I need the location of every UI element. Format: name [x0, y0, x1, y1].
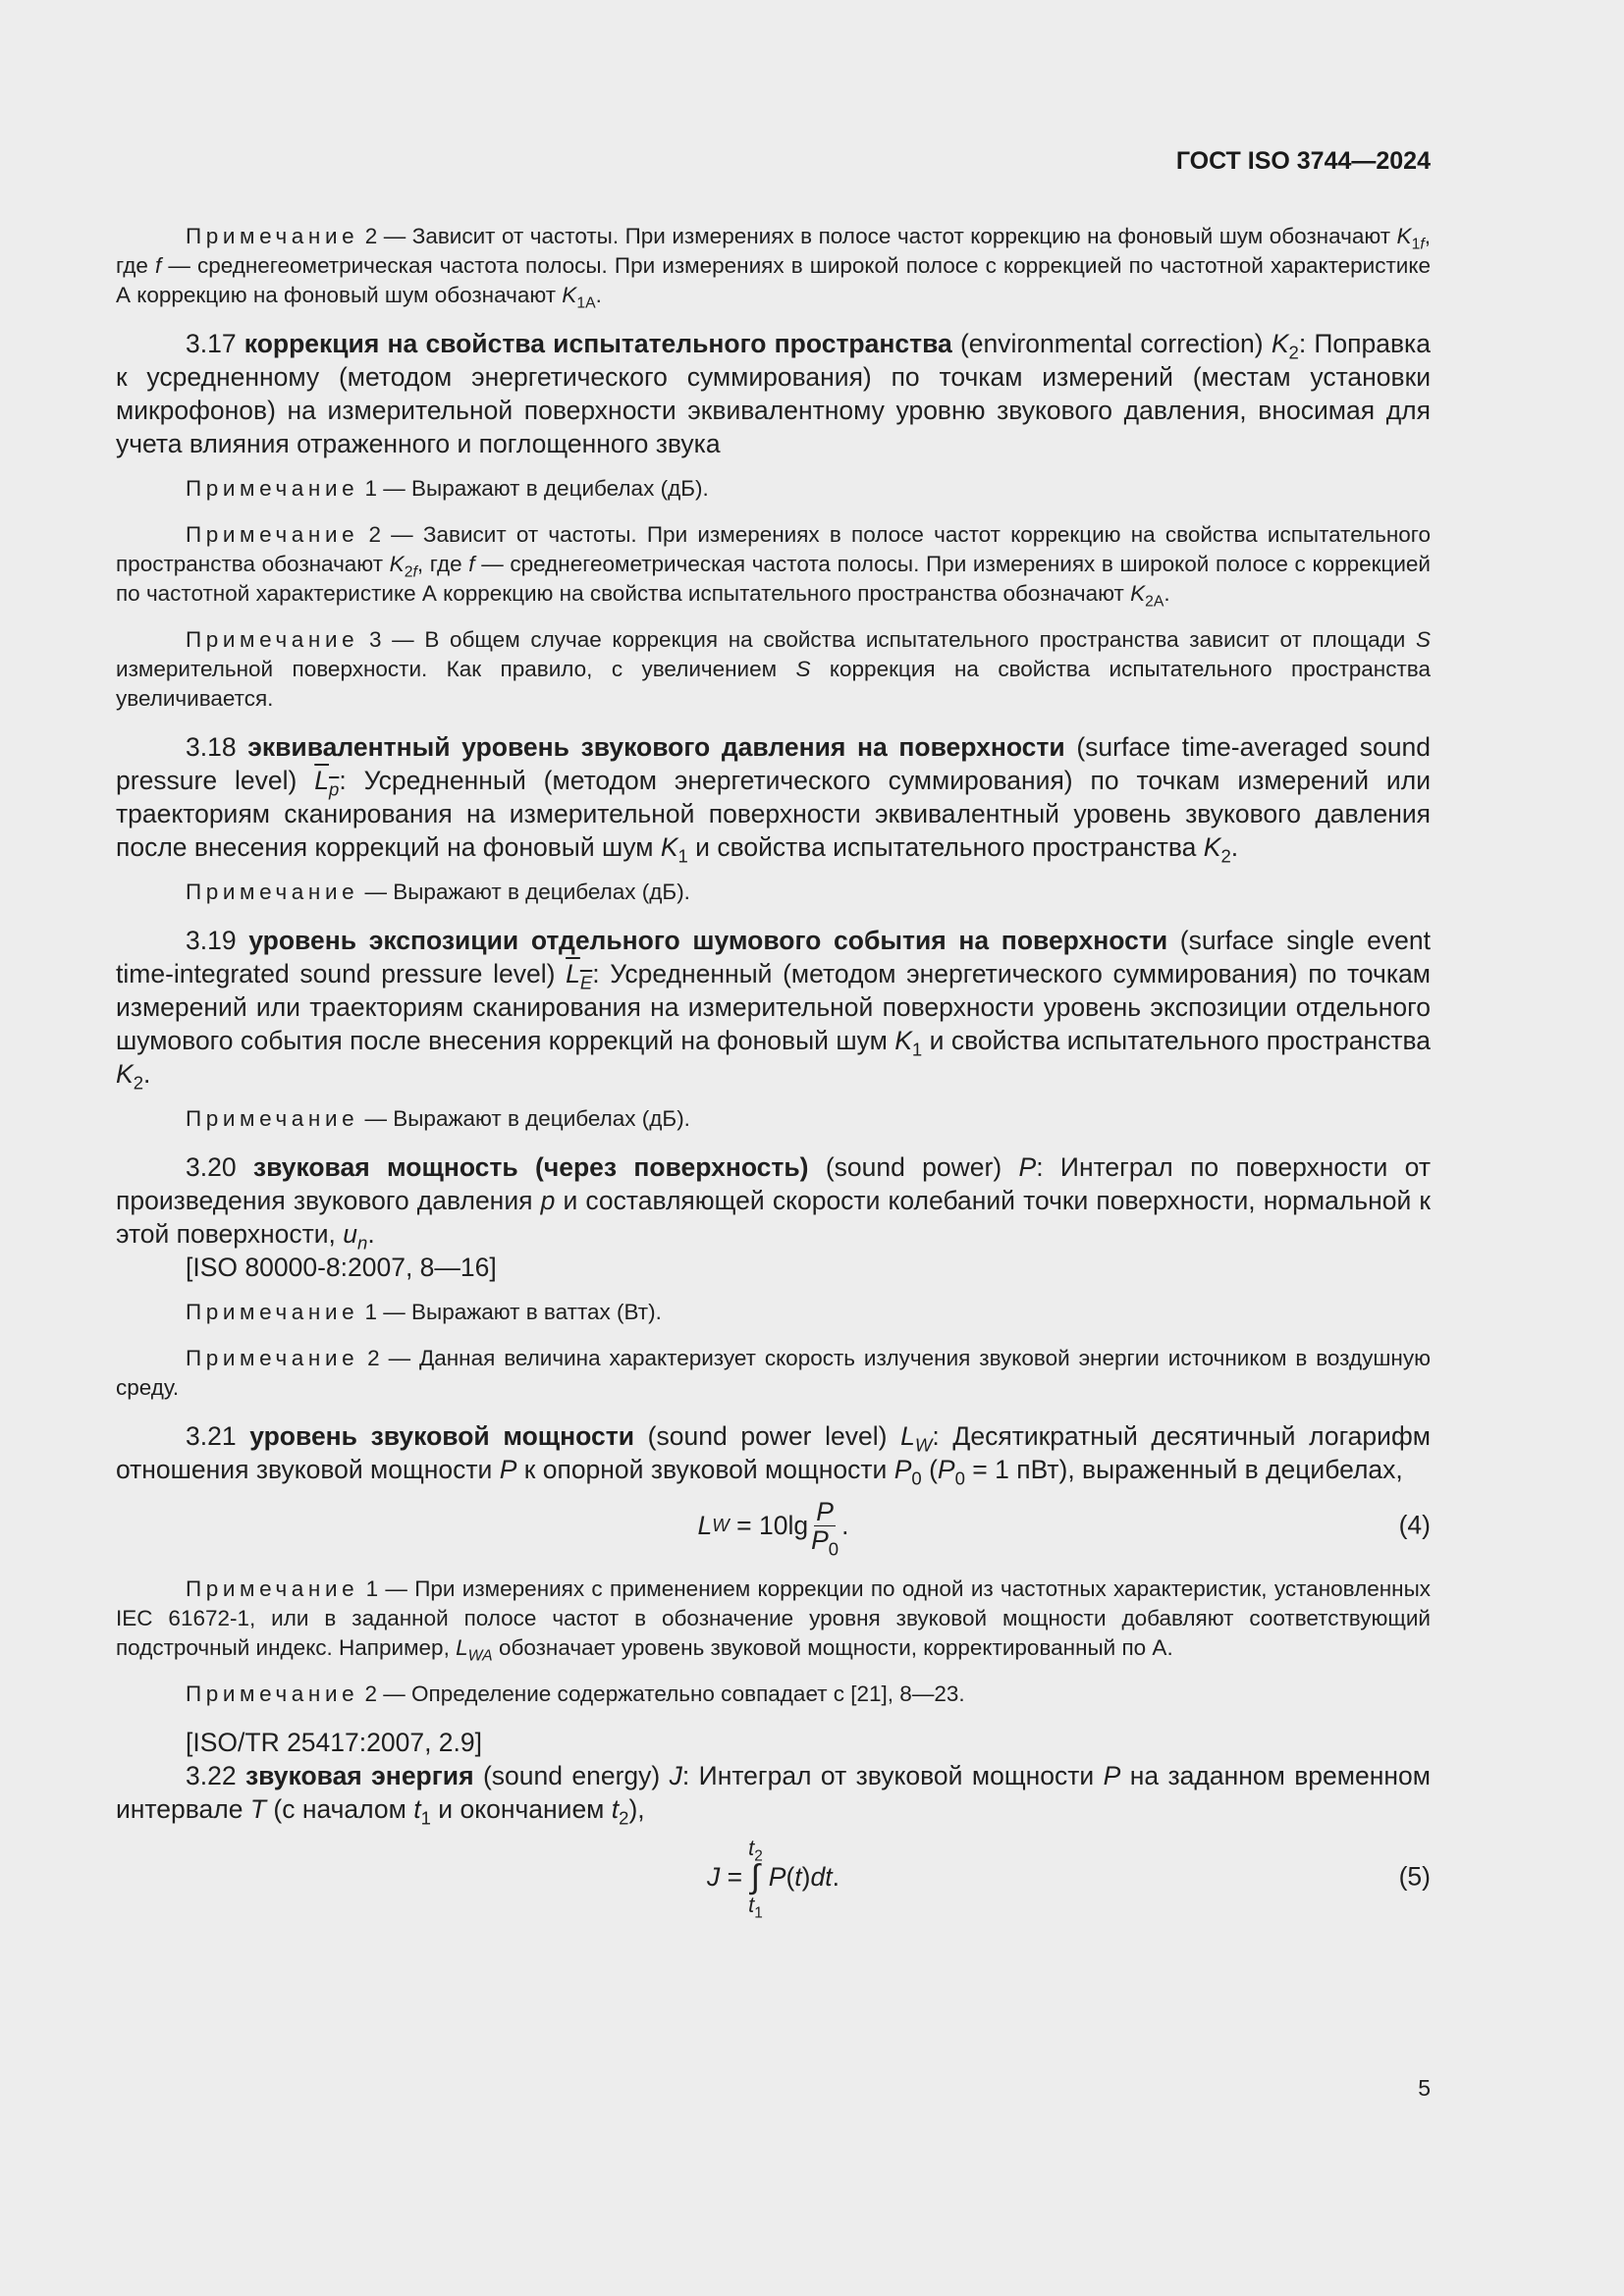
citation-3-21: [ISO/TR 25417:2007, 2.9]	[186, 1728, 482, 1757]
formula-5-expression: J = $t_2$ ∫ $t_1$ P ( t ) dt .	[707, 1836, 839, 1922]
fraction-p-over-p0: $\frac{P}{P_0}$	[811, 1496, 839, 1559]
note-3-21-2: Примечание 2 — Определение содержательно совпадает с [21], 8—23.	[186, 1682, 965, 1706]
page-number: 5	[1418, 2075, 1431, 2101]
integral-sign: $t_2$ ∫ $t_1$	[748, 1836, 763, 1922]
formula-4-number: (4)	[1398, 1510, 1431, 1540]
document-header: ГОСТ ISO 3744—2024	[1175, 147, 1431, 175]
term-3-21: 3.21 уровень звуковой мощности (sound power level) $L_W$: Десятикратный десятичный логарифм отношения звуковой мощности P к опорной звуковой мощности $P_0$ ($P_0 = 1$ пВт), выраженный в децибелах,	[116, 1421, 1431, 1489]
note-3-18: Примечание — Выражают в децибелах (дБ).	[186, 880, 690, 904]
note-3-19: Примечание — Выражают в децибелах (дБ).	[186, 1106, 690, 1131]
formula-5-number: (5)	[1398, 1861, 1431, 1892]
term-3-20: 3.20 звуковая мощность (через поверхность) (sound power) P: Интеграл по поверхности от произведения звукового давления p и составляющей скорости колебаний точки поверхности, нормальной к этой поверхности, $u_n$.	[116, 1152, 1431, 1254]
note-3-16-2: Примечание 2 — Зависит от частоты. При измерениях в полосе частот коррекцию на фоновый шум обозначают $K_{1f}$, где f — среднегеометрическая частота полосы. При измерениях в широкой полосе с коррекцией по частотной характеристике А коррекцию на фоновый шум обозначают $K_{1A}$.	[116, 224, 1431, 312]
note-3-21-1: Примечание 1 — При измерениях с применением коррекции по одной из частотных характеристик, установленных IEC 61672-1, или в заданной полосе частот в обозначение уровня звуковой мощности добавляют соответствующий подстрочный индекс. Например, $L_{WA}$ обозначает уровень звуковой мощности, корректированный по А.	[116, 1576, 1431, 1665]
note-3-17-2: Примечание 2 — Зависит от частоты. При измерениях в полосе частот коррекцию на свойства испытательного пространства обозначают $K_{2f}$, где f — среднегеометрическая частота полосы. При измерениях в широкой полосе с коррекцией по частотной характеристике А коррекцию на свойства испытательного пространства обозначают $K_{2A}$.	[116, 522, 1432, 611]
formula-4	[116, 1486, 1431, 1565]
term-3-18: 3.18 эквивалентный уровень звукового давления на поверхности (surface time-averaged sound pressure level) $L_p$: Усредненный (методом энергетического суммирования) по точкам измерений или траекториям сканирования на измерительной поверхности эквивалентный уровень звукового давления после внесения коррекций на фоновый шум $K_1$ и свойства испытательного пространства $K_2$.	[116, 732, 1431, 867]
citation-3-20: [ISO 80000-8:2007, 8—16]	[186, 1253, 497, 1282]
note-3-20-1: Примечание 1 — Выражают в ваттах (Вт).	[186, 1300, 662, 1324]
note-3-17-1: Примечание 1 — Выражают в децибелах (дБ).	[186, 476, 709, 501]
term-3-17: 3.17 коррекция на свойства испытательного пространства (environmental correction) $K_2$: Поправка к усредненному (методом энергетического суммирования) по точкам измерений (местам установки микрофонов) на измерительной поверхности эквивалентному уровню звукового давления, вносимая для учета влияния отраженного и поглощенного звука	[116, 329, 1431, 458]
term-3-22: 3.22 звуковая энергия (sound energy) J: Интеграл от звуковой мощности P на заданном временном интервале T (с началом $t_1$ и окончанием $t_2$),	[116, 1761, 1431, 1829]
note-3-17-3: Примечание 3 — В общем случае коррекция на свойства испытательного пространства зависит от площади S измерительной поверхности. Как правило, с увеличением S коррекция на свойства испытательного пространства увеличивается.	[116, 627, 1431, 711]
page-content	[116, 222, 1431, 1936]
note-3-20-2: Примечание 2 — Данная величина характеризует скорость излучения звуковой энергии источником в воздушную среду.	[116, 1346, 1431, 1400]
formula-5	[116, 1828, 1431, 1926]
term-3-19: 3.19 уровень экспозиции отдельного шумового события на поверхности (surface single event time-integrated sound pressure level) $L_E$: Усредненный (методом энергетического суммирования) по точкам измерений или траекториям сканирования на измерительной поверхности уровень экспозиции отдельного шумового события после внесения коррекций на фоновый шум $K_1$ и свойства испытательного пространства $K_2$.	[116, 926, 1431, 1094]
formula-4-expression: L W = 10lg $\frac{P}{P_0}$ .	[697, 1496, 849, 1559]
